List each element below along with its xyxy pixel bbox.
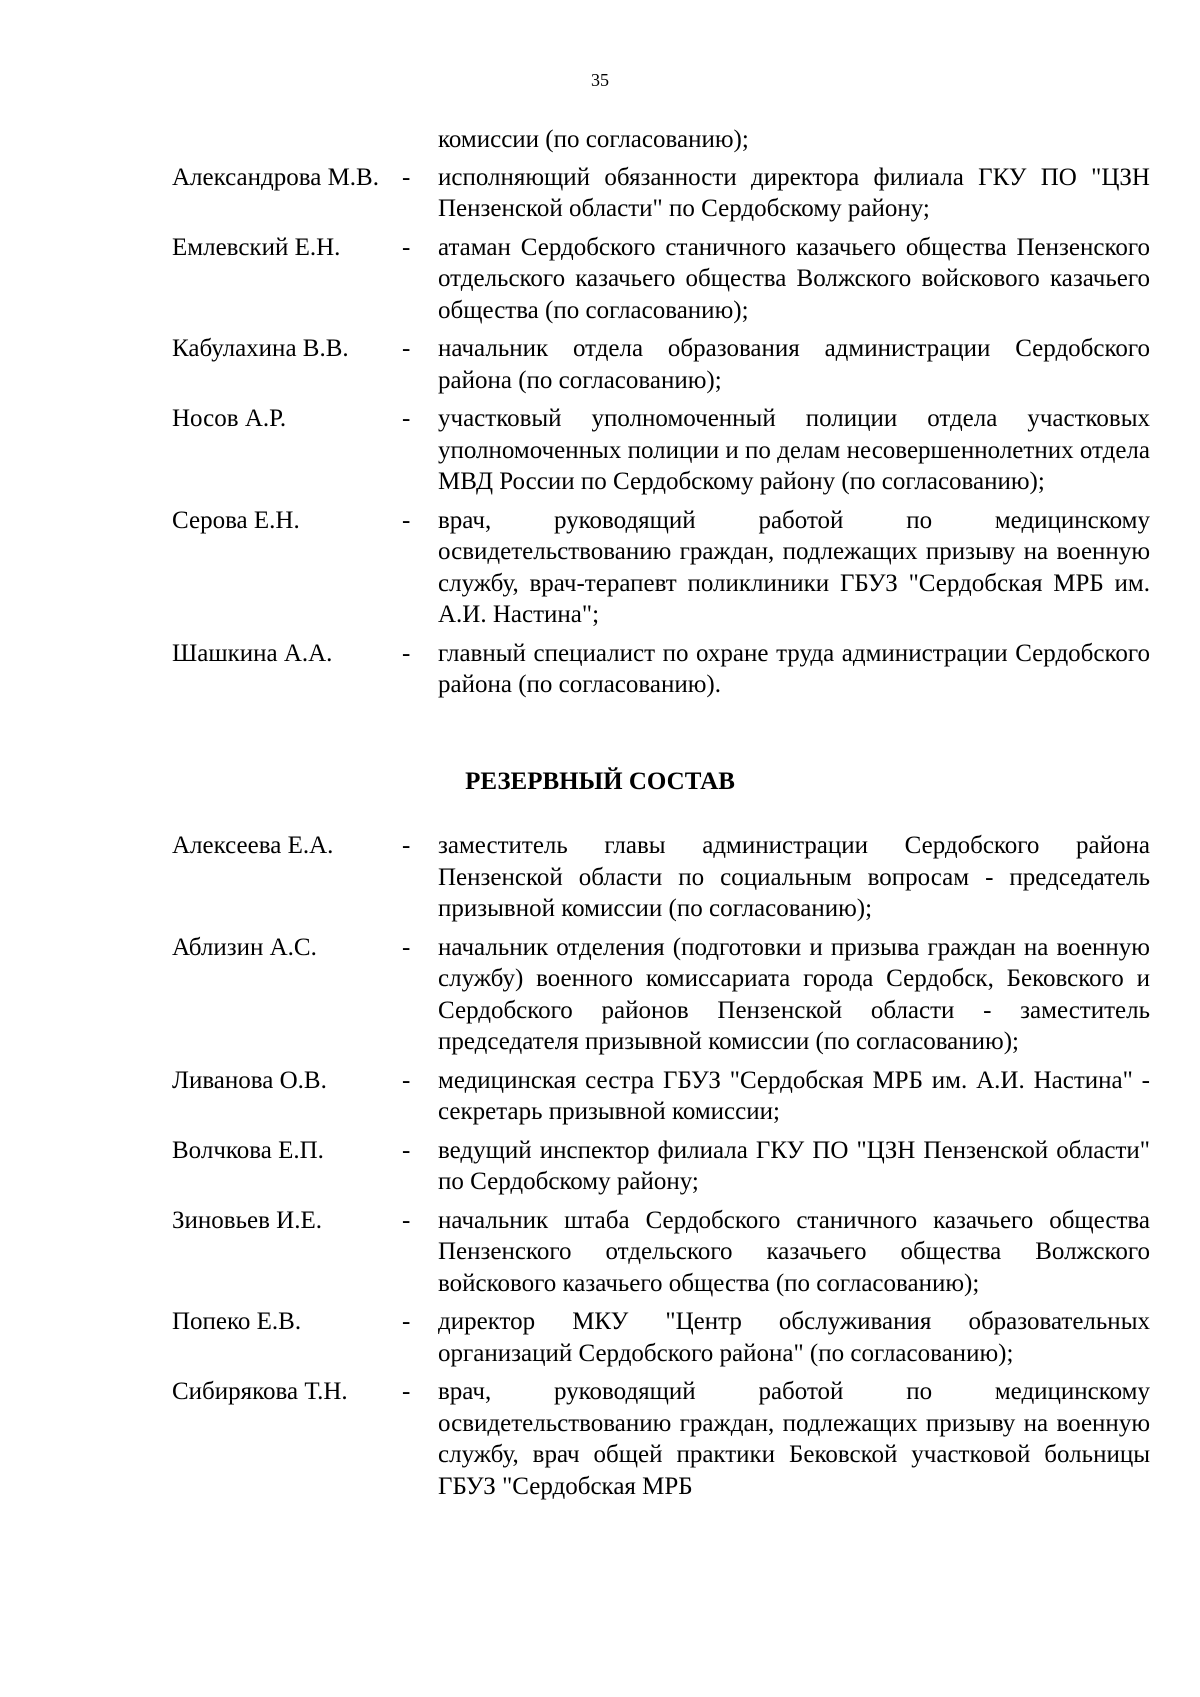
member-role: медицинская сестра ГБУЗ "Сердобская МРБ им. А.И. Настина" - секретарь призывной комиссии; xyxy=(438,1066,1150,1125)
page-number: 35 xyxy=(591,70,609,90)
member-role: главный специалист по охране труда администрации Сердобского района (по согласованию). xyxy=(438,639,1150,698)
reserve-heading: РЕЗЕРВНЫЙ СОСТАВ xyxy=(465,768,735,795)
member-role: участковый уполномоченный полиции отдела участковых уполномоченных полиции и по делам несовершеннолетних отдела МВД России по Сердобскому району (по согласованию); xyxy=(438,405,1150,495)
member-role: начальник штаба Сердобского станичного казачьего общества Пензенского отдельского казачьего общества Волжского войскового казачьего общества (по согласованию); xyxy=(438,1206,1150,1297)
member-name: Попеко Е.В. xyxy=(172,1308,302,1335)
member-role: врач, руководящий работой по медицинскому освидетельствованию граждан, подлежащих призыву на военную службу, врач-терапевт поликлиники ГБУЗ "Сердобская МРБ им. А.И. Настина"; xyxy=(438,506,1150,628)
member-entry xyxy=(172,505,1150,631)
member-role: начальник отдела образования администрации Сердобского района (по согласованию); xyxy=(438,335,1150,394)
member-name: Ливанова О.В. xyxy=(172,1066,327,1094)
member-entry xyxy=(172,638,1150,701)
member-name: Алексеева Е.А. xyxy=(172,832,334,859)
member-name: Серова Е.Н. xyxy=(172,506,300,534)
member-entry xyxy=(172,932,1150,1058)
member-entry xyxy=(172,403,1150,498)
dash: - xyxy=(402,639,411,667)
member-name: Кабулахина В.В. xyxy=(172,335,349,362)
member-name: Александрова М.В. xyxy=(172,163,379,191)
member-entry xyxy=(172,1065,1150,1128)
member-entry xyxy=(172,162,1150,225)
dash: - xyxy=(402,163,411,191)
member-name: Сибирякова Т.Н. xyxy=(172,1378,348,1405)
member-entry xyxy=(172,1306,1150,1369)
dash: - xyxy=(402,832,411,859)
dash: - xyxy=(402,506,411,534)
member-name: Шашкина А.А. xyxy=(172,639,333,667)
dash: - xyxy=(402,1206,411,1234)
dash: - xyxy=(402,933,411,961)
member-name: Зиновьев И.Е. xyxy=(172,1206,322,1234)
member-role: атаман Сердобского станичного казачьего общества Пензенского отдельского казачьего общества Волжского войскового казачьего общества (по согласованию); xyxy=(438,233,1150,324)
member-role: врач, руководящий работой по медицинскому освидетельствованию граждан, подлежащих призыву на военную службу, врач общей практики Бековской участковой больницы ГБУЗ "Сердобская МРБ xyxy=(438,1378,1150,1500)
member-name: Емлевский Е.Н. xyxy=(172,233,341,261)
member-name: Аблизин А.С. xyxy=(172,933,317,961)
member-role: ведущий инспектор филиала ГКУ ПО "ЦЗН Пензенской области" по Сердобскому району; xyxy=(438,1136,1150,1195)
member-entry xyxy=(172,232,1150,327)
reserve-composition-list xyxy=(172,830,1150,1502)
dash: - xyxy=(402,1308,411,1335)
main-composition-list xyxy=(172,124,1150,701)
dash: - xyxy=(402,1378,411,1405)
dash: - xyxy=(402,405,411,432)
dash: - xyxy=(402,335,411,362)
member-name: Носов А.Р. xyxy=(172,405,287,432)
dash: - xyxy=(402,1066,411,1094)
dash: - xyxy=(402,1136,411,1164)
member-role: исполняющий обязанности директора филиала ГКУ ПО "ЦЗН Пензенской области" по Сердобскому району; xyxy=(438,163,1150,222)
member-role: начальник отделения (подготовки и призыва граждан на военную службу) военного комиссариата города Сердобск, Бековского и Сердобского районов Пензенской области - заместитель председателя призывной комиссии (по согласованию); xyxy=(438,933,1150,1055)
member-entry xyxy=(172,1205,1150,1300)
dash: - xyxy=(402,233,411,261)
member-entry xyxy=(172,830,1150,925)
member-entry xyxy=(172,1135,1150,1198)
member-role: заместитель главы администрации Сердобского района Пензенской области по социальным вопросам - председатель призывной комиссии (по согласованию); xyxy=(438,832,1150,922)
member-role: директор МКУ "Центр обслуживания образовательных организаций Сердобского района" (по согласованию); xyxy=(438,1308,1150,1367)
member-entry xyxy=(172,1376,1150,1502)
member-name: Волчкова Е.П. xyxy=(172,1136,324,1164)
member-entry xyxy=(172,333,1150,396)
continuation-text: комиссии (по согласованию); xyxy=(438,126,749,153)
